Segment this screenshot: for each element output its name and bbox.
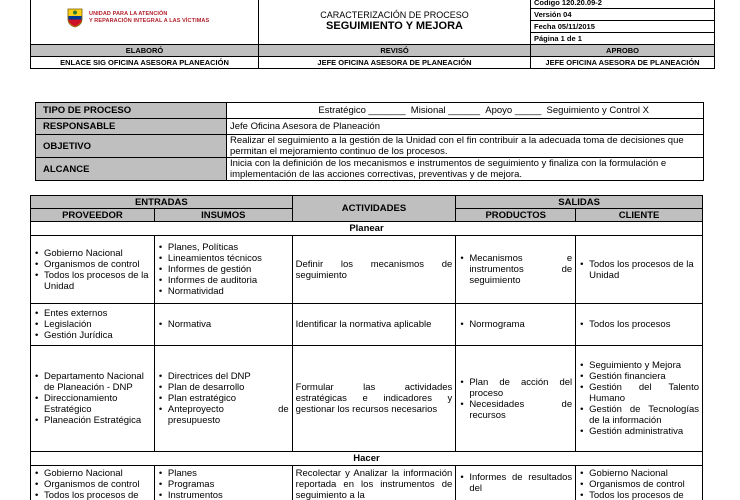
list-item: • Normativa bbox=[158, 319, 289, 330]
list-item: • Normatividad bbox=[158, 286, 289, 297]
list-item: • Necesidades de recursos bbox=[459, 399, 572, 421]
actividad-cell: Formular las actividades estratégicas e indicadores y gestionar los recursos necesarios bbox=[292, 346, 456, 452]
list-item: • Programas bbox=[158, 479, 289, 490]
proveedor-cell bbox=[31, 346, 155, 452]
list-item: • Plan estratégico bbox=[158, 393, 289, 404]
list-item: • Mecanismos e instrumentos de seguimiento bbox=[459, 253, 572, 286]
list-item: • Legislación bbox=[34, 319, 151, 330]
list-item: • Departamento Nacional de Planeación - DNP bbox=[34, 371, 151, 393]
list-item: • Plan de desarrollo bbox=[158, 382, 289, 393]
fecha-cell: Fecha 05/11/2015 bbox=[531, 21, 715, 33]
aprobo-value: JEFE OFICINA ASESORA DE PLANEACIÓN bbox=[531, 57, 715, 69]
insumos-cell bbox=[154, 466, 292, 500]
table-row bbox=[31, 304, 703, 346]
list-item: • Organismos de control bbox=[34, 479, 151, 490]
alcance-value: Inicia con la definición de los mecanismos e instrumentos de seguimiento y finaliza con la formulación e implementación de las acciones correctivas, preventivas y de mejora. bbox=[227, 158, 704, 181]
document-header bbox=[30, 0, 715, 69]
logo-text-line2: Y REPARACIÓN INTEGRAL A LAS VÍCTIMAS bbox=[89, 17, 210, 24]
aprobo-label: APROBO bbox=[531, 45, 715, 57]
tipo-option-estrategico: Estratégico _______ bbox=[318, 105, 406, 116]
table-row bbox=[31, 466, 703, 500]
elaboro-label: ELABORÓ bbox=[31, 45, 259, 57]
document-title bbox=[259, 0, 531, 45]
cliente-cell bbox=[576, 346, 703, 452]
responsable-value: Jefe Oficina Asesora de Planeación bbox=[227, 119, 704, 135]
phase-planear: Planear bbox=[31, 222, 703, 236]
list-item: • Lineamientos técnicos bbox=[158, 253, 289, 264]
list-item: • Organismos de control bbox=[579, 479, 699, 490]
actividad-cell: Recolectar y Analizar la información reportada en los instrumentos de seguimiento a la bbox=[292, 466, 456, 500]
list-item: • Todos los procesos de bbox=[579, 490, 699, 500]
process-activities-table bbox=[30, 195, 703, 500]
actividad-cell: Definir los mecanismos de seguimiento bbox=[292, 236, 456, 304]
codigo-cell: Codigo 120.20.09-2 bbox=[531, 0, 715, 9]
list-item: • Instrumentos bbox=[158, 490, 289, 500]
tipo-option-apoyo: Apoyo _____ bbox=[485, 105, 542, 116]
productos-cell bbox=[456, 236, 576, 304]
list-item: • Todos los procesos de bbox=[34, 490, 151, 500]
list-item: • Direccionamiento Estratégico bbox=[34, 393, 151, 415]
colombia-shield-logo-icon bbox=[67, 8, 83, 28]
list-item: • Anteproyecto de presupuesto bbox=[158, 404, 289, 426]
list-item: • Seguimiento y Mejora bbox=[579, 360, 699, 371]
reviso-value: JEFE OFICINA ASESORA DE PLANEACIÓN bbox=[259, 57, 531, 69]
insumos-header: INSUMOS bbox=[154, 209, 292, 222]
list-item: • Plan de acción del proceso bbox=[459, 377, 572, 399]
actividad-cell: Identificar la normativa aplicable bbox=[292, 304, 456, 346]
title-line1: CARACTERIZACIÓN DE PROCESO bbox=[320, 9, 469, 20]
list-item: • Gestión administrativa bbox=[579, 426, 699, 437]
reviso-label: REVISÓ bbox=[259, 45, 531, 57]
version-cell: Versión 04 bbox=[531, 9, 715, 21]
list-item: • Planeación Estratégica bbox=[34, 415, 151, 426]
cliente-cell bbox=[576, 466, 703, 500]
list-item: • Todos los procesos de la Unidad bbox=[579, 259, 699, 281]
list-item: • Entes externos bbox=[34, 308, 151, 319]
cliente-header: CLIENTE bbox=[576, 209, 703, 222]
proveedor-header: PROVEEDOR bbox=[31, 209, 155, 222]
responsable-label: RESPONSABLE bbox=[36, 119, 227, 135]
insumos-cell bbox=[154, 346, 292, 452]
salidas-header: SALIDAS bbox=[456, 196, 703, 209]
tipo-option-misional: Misional ______ bbox=[410, 105, 480, 116]
list-item: • Informes de auditoria bbox=[158, 275, 289, 286]
table-row bbox=[31, 236, 703, 304]
pagina-cell: Página 1 de 1 bbox=[531, 33, 715, 45]
title-line2: SEGUIMIENTO Y MEJORA bbox=[326, 19, 463, 32]
insumos-cell bbox=[154, 304, 292, 346]
list-item: • Planes bbox=[158, 468, 289, 479]
process-info-table bbox=[35, 102, 704, 181]
list-item: • Todos los procesos de la Unidad bbox=[34, 270, 151, 292]
proveedor-cell bbox=[31, 236, 155, 304]
logo-cell bbox=[31, 0, 259, 45]
list-item: • Gestión de Tecnologías de la información bbox=[579, 404, 699, 426]
proveedor-cell bbox=[31, 304, 155, 346]
productos-cell bbox=[456, 304, 576, 346]
tipo-option-seguimiento: Seguimiento y Control X bbox=[546, 105, 649, 116]
elaboro-value: ENLACE SIG OFICINA ASESORA PLANEACIÓN bbox=[31, 57, 259, 69]
list-item: • Normograma bbox=[459, 319, 572, 330]
productos-cell bbox=[456, 466, 576, 500]
list-item: • Gestión financiera bbox=[579, 371, 699, 382]
list-item: • Informes de gestión bbox=[158, 264, 289, 275]
list-item: • Gobierno Nacional bbox=[34, 248, 151, 259]
list-item: • Directrices del DNP bbox=[158, 371, 289, 382]
productos-cell bbox=[456, 346, 576, 452]
list-item: • Gobierno Nacional bbox=[34, 468, 151, 479]
list-item: • Organismos de control bbox=[34, 259, 151, 270]
list-item: • Gestión Jurídica bbox=[34, 330, 151, 341]
list-item: • Informes de resultados del bbox=[459, 472, 572, 494]
list-item: • Todos los procesos bbox=[579, 319, 699, 330]
table-row bbox=[31, 346, 703, 452]
cliente-cell bbox=[576, 236, 703, 304]
list-item: • Gobierno Nacional bbox=[579, 468, 699, 479]
entradas-header: ENTRADAS bbox=[31, 196, 293, 209]
tipo-label: TIPO DE PROCESO bbox=[36, 103, 227, 119]
list-item: • Gestión del Talento Humano bbox=[579, 382, 699, 404]
productos-header: PRODUCTOS bbox=[456, 209, 576, 222]
logo-text-line1: UNIDAD PARA LA ATENCIÓN bbox=[89, 10, 168, 17]
phase-hacer: Hacer bbox=[31, 452, 703, 466]
insumos-cell bbox=[154, 236, 292, 304]
proveedor-cell bbox=[31, 466, 155, 500]
cliente-cell bbox=[576, 304, 703, 346]
actividades-header: ACTIVIDADES bbox=[292, 196, 456, 222]
objetivo-value: Realizar el seguimiento a la gestión de la Unidad con el fin contribuir a la adecuada toma de decisiones que permitan el mejoramiento continuo de los procesos. bbox=[227, 135, 704, 158]
list-item: • Planes, Políticas bbox=[158, 242, 289, 253]
objetivo-label: OBJETIVO bbox=[36, 135, 227, 158]
tipo-value bbox=[227, 103, 704, 119]
alcance-label: ALCANCE bbox=[36, 158, 227, 181]
